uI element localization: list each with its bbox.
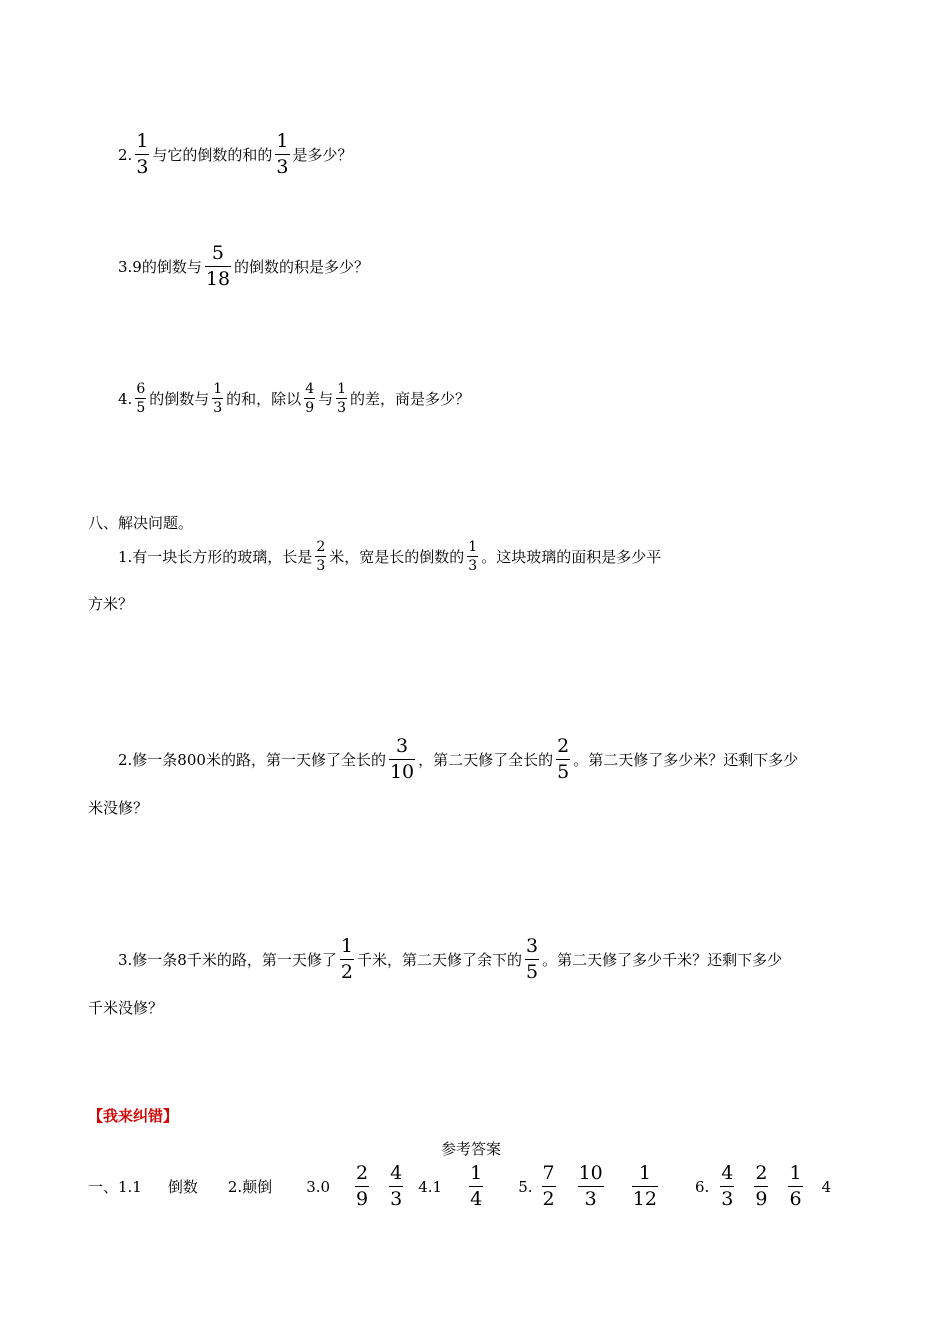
problem-text: 米没修？ [88,799,149,817]
correction-title: 【我来纠错】 [88,1107,179,1125]
question-text: 3.9的倒数与 [118,258,202,276]
question-7-3 [118,244,369,289]
problem-text: 米，宽是长的倒数的 [329,548,465,566]
question-number: 4. [118,389,133,408]
correction-heading [88,1105,178,1126]
problem-8-1 [118,540,661,573]
fraction: $\frac{1}{3}$ [276,130,289,178]
question-text: 与 [318,390,334,408]
fraction: $\frac{2}{3}$ [316,539,326,574]
answer-4: 4.1 [418,1177,443,1196]
fraction: $\frac{1}{2}$ [340,935,353,983]
fraction: $\frac{1}{3}$ [213,381,223,416]
fraction: $\frac{4}{3}$ [390,1162,403,1210]
question-text: 的差，商是多少？ [350,390,471,408]
question-text: 的倒数的积是多少？ [234,258,370,276]
problem-text: 1.有一块长方形的玻璃，长是 [118,548,313,566]
fraction: $\frac{1}{6}$ [789,1162,802,1210]
question-text: 的和，除以 [226,390,302,408]
problem-8-3-continued [88,997,163,1018]
fraction: $\frac{2}{9}$ [356,1162,369,1210]
fraction: $\frac{3}{5}$ [525,935,539,983]
problem-8-3 [118,937,782,982]
fraction: $\frac{10}{3}$ [578,1162,603,1210]
problem-8-2-continued [88,797,148,818]
question-7-4 [118,382,470,415]
answer-7: 4 [821,1177,832,1196]
answer-1-word: 倒数 [167,1178,198,1196]
fraction: $\frac{7}{2}$ [542,1162,555,1210]
fraction: $\frac{4}{9}$ [305,381,315,416]
answer-3: 3.0 [306,1177,331,1196]
question-text: 是多少？ [292,146,353,164]
question-text: 与它的倒数的和的 [152,146,273,164]
problem-text: 千米没修？ [88,999,164,1017]
answer-5: 5. [518,1177,533,1196]
fraction: $\frac{2}{9}$ [755,1162,768,1210]
problem-text: 方米？ [88,595,134,613]
fraction: $\frac{1}{3}$ [136,130,149,178]
question-number: 2. [118,145,133,164]
problem-text: 。这块玻璃的面积是多少平 [481,548,662,566]
problem-text: ，第二天修了全长的 [418,751,554,769]
fraction: $\frac{2}{5}$ [557,735,570,783]
problem-text: 2.修一条800米的路，第一天修了全长的 [118,751,386,769]
problem-text: 3.修一条8千米的路，第一天修了 [118,951,337,969]
fraction: $\frac{1}{3}$ [337,381,347,416]
section-8-title [88,512,193,533]
fraction: $\frac{3}{10}$ [389,735,415,783]
answer-2: 2.颠倒 [227,1178,273,1196]
fraction: $\frac{1}{3}$ [468,539,478,574]
fraction: $\frac{4}{3}$ [721,1162,734,1210]
fraction: $\frac{6}{5}$ [136,381,146,416]
section-heading: 八、解决问题。 [88,514,194,532]
problem-text: 。第二天修了多少米？还剩下多少 [573,751,799,769]
fraction: $\frac{5}{18}$ [205,242,231,290]
problem-text: 。第二天修了多少千米？还剩下多少 [542,951,783,969]
answer-6: 6. [694,1177,710,1196]
problem-text: 千米，第二天修了余下的 [356,951,522,969]
problem-8-2 [118,737,798,782]
fraction: $\frac{1}{12}$ [632,1162,657,1210]
answers-row [88,1164,831,1209]
problem-8-1-continued [88,593,133,614]
answers-heading [441,1138,501,1159]
question-7-2 [118,132,353,177]
fraction: $\frac{1}{4}$ [470,1162,483,1210]
answers-title: 参考答案 [441,1140,502,1158]
question-text: 的倒数与 [149,390,210,408]
answer-1: 一、1.1 [88,1178,142,1196]
